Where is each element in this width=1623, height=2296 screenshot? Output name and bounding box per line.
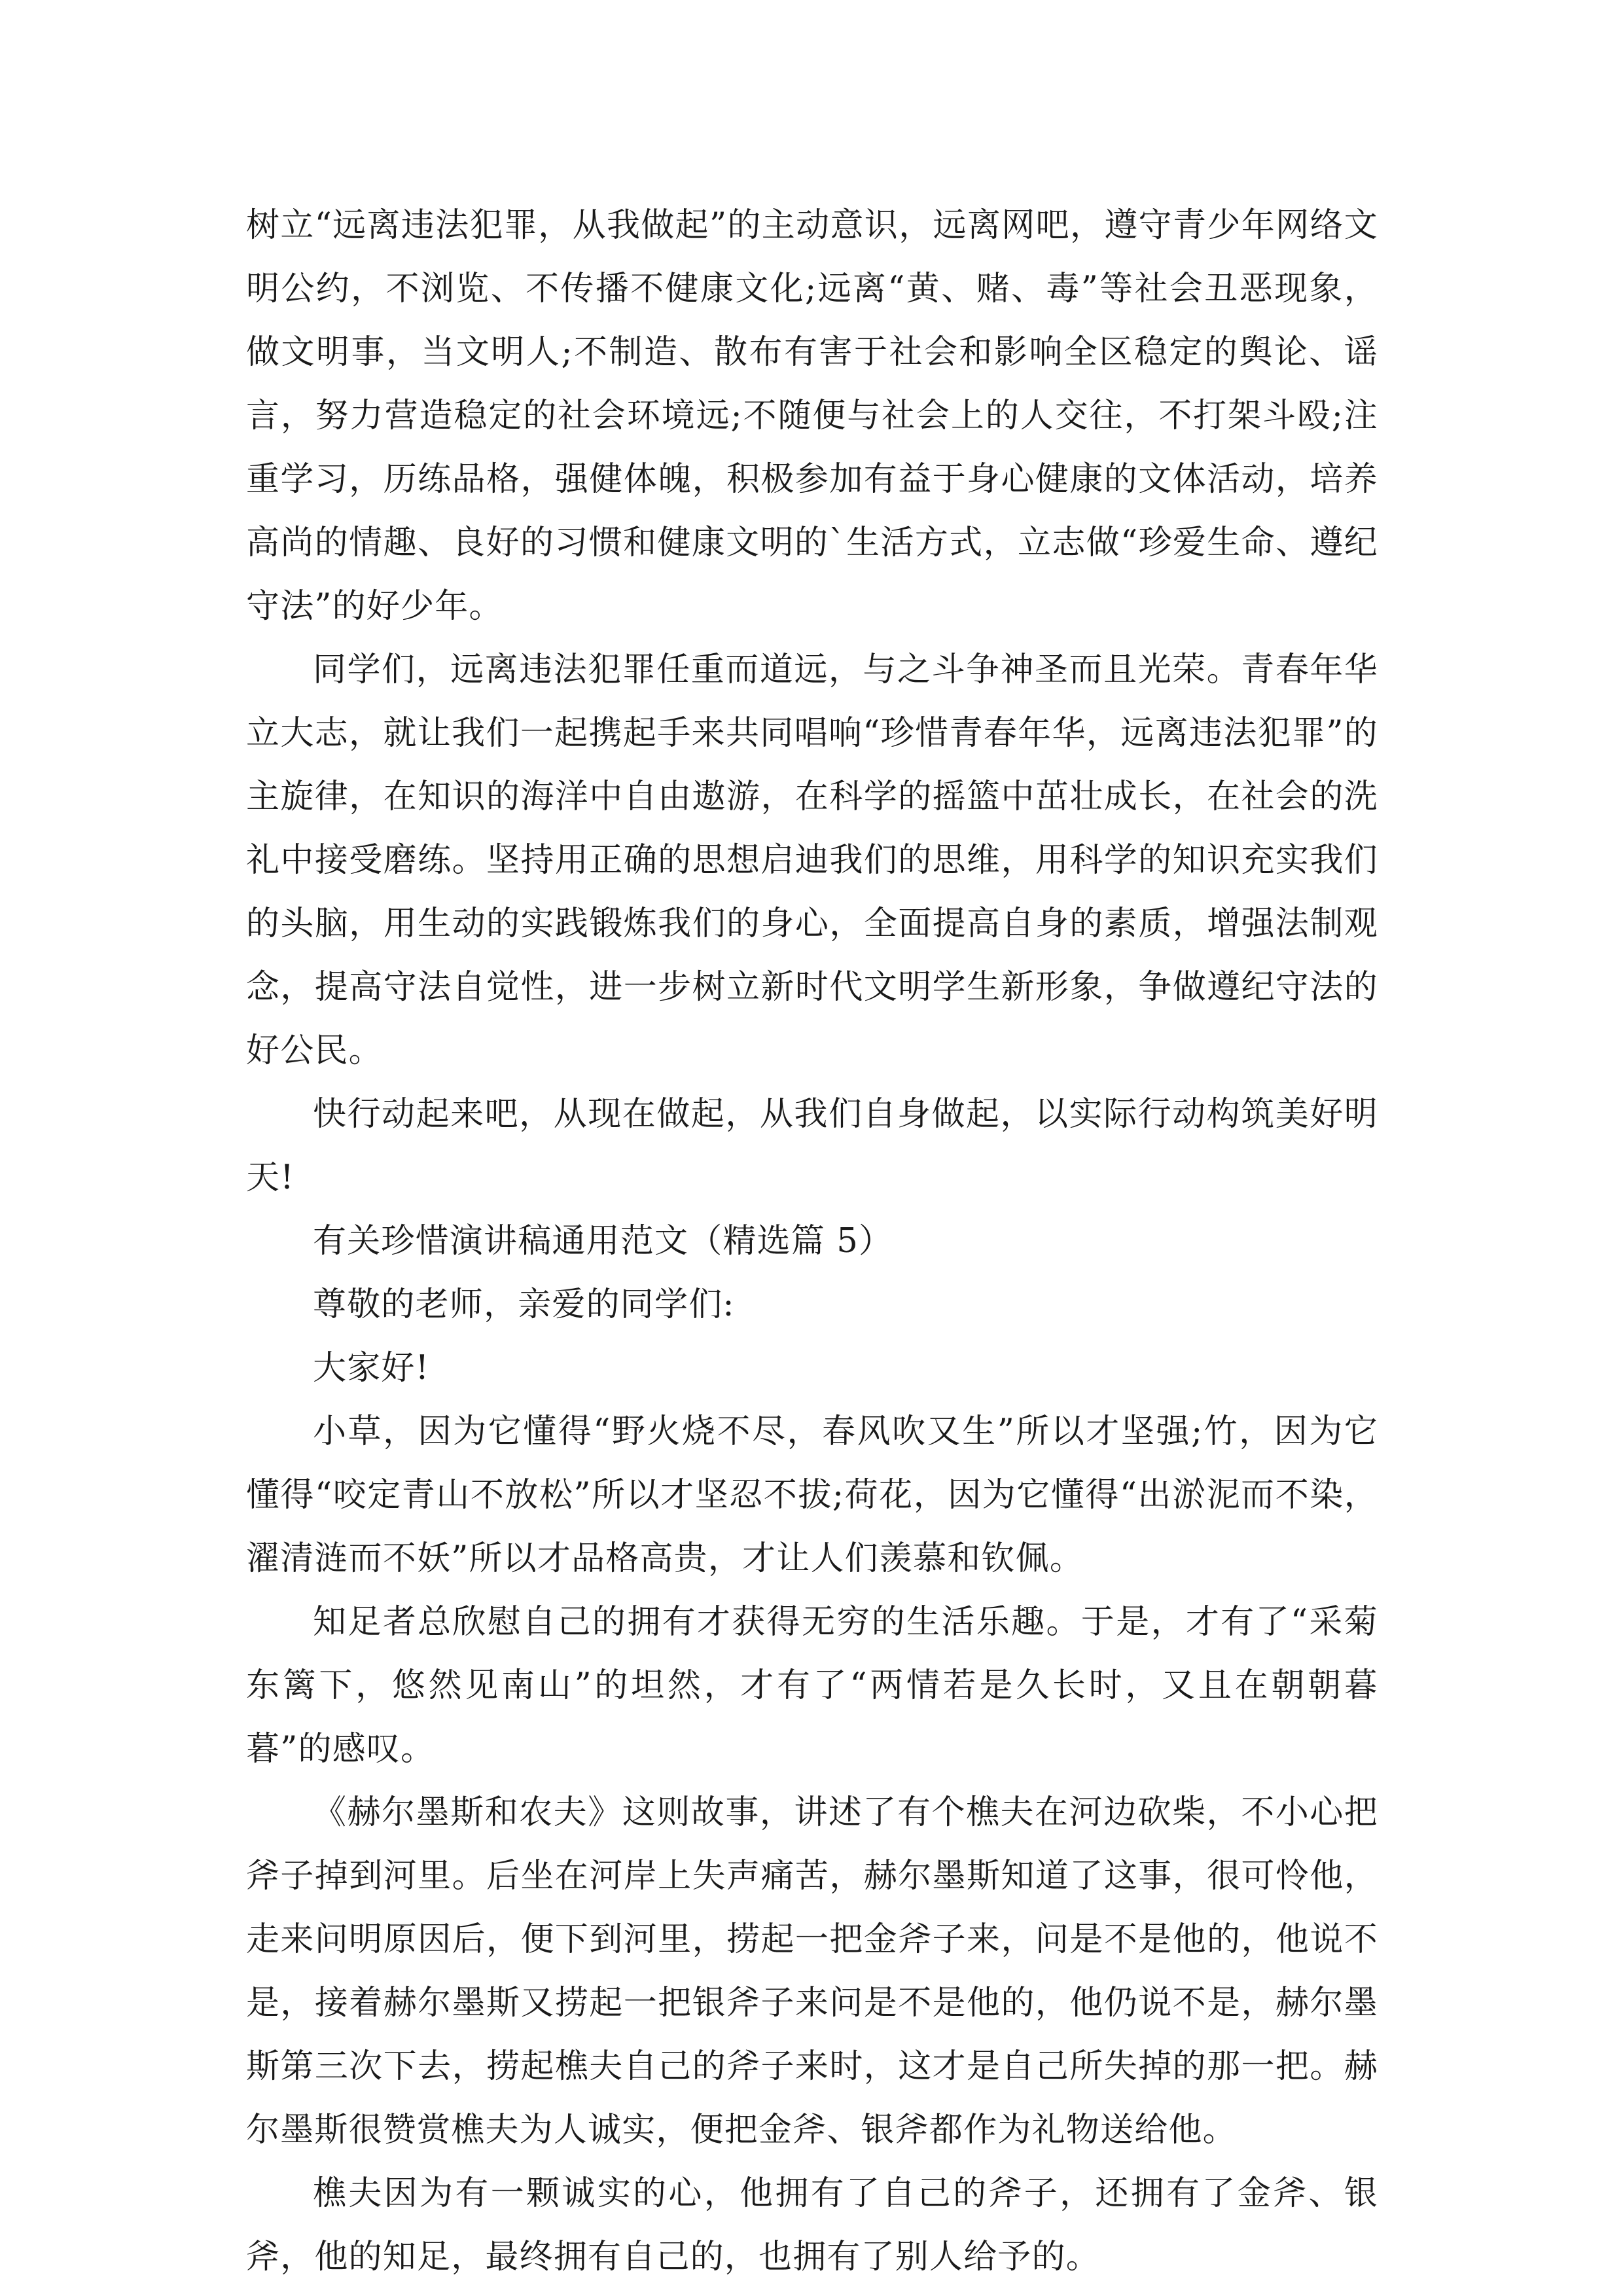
- salutation: 尊敬的老师，亲爱的同学们:: [313, 1285, 735, 1324]
- section-heading: 有关珍惜演讲稿通用范文（精选篇 5）: [313, 1222, 893, 1261]
- greeting: 大家好!: [313, 1349, 430, 1388]
- paragraph-7: 小草，因为它懂得“野火烧不尽，春风吹又生”所以才坚强;竹，因为它懂得“咬定青山不放松”所以才坚忍不拔;荷花，因为它懂得“出淤泥而不染，濯清涟而不妖”所以才品格高贵，才让人们羡慕和钦佩。: [246, 1412, 1378, 1578]
- paragraph-3: 快行动起来吧，从现在做起，从我们自身做起，以实际行动构筑美好明天!: [246, 1095, 1378, 1197]
- paragraph-9: 《赫尔墨斯和农夫》这则故事，讲述了有个樵夫在河边砍柴，不小心把斧子掉到河里。后坐在河岸上失声痛苦，赫尔墨斯知道了这事，很可怜他，走来问明原因后，便下到河里，捞起一把金斧子来，问是不是他的，他说不是，接着赫尔墨斯又捞起一把银斧子来问是不是他的，他仍说不是，赫尔墨斯第三次下去，捞起樵夫自己的斧子来时，这才是自己所失掉的那一把。赫尔墨斯很赞赏樵夫为人诚实，便把金斧、银斧都作为礼物送给他。: [246, 1793, 1378, 2149]
- paragraph-8: 知足者总欣慰自己的拥有才获得无穷的生活乐趣。于是，才有了“采菊东篱下，悠然见南山”的坦然，才有了“两情若是久长时，又且在朝朝暮暮”的感叹。: [246, 1603, 1378, 1768]
- body-text: [246, 194, 1378, 2289]
- paragraph-1: 树立“远离违法犯罪，从我做起”的主动意识，远离网吧，遵守青少年网络文明公约，不浏览、不传播不健康文化;远离“黄、赌、毒”等社会丑恶现象，做文明事，当文明人;不制造、散布有害于社会和影响全区稳定的舆论、谣言，努力营造稳定的社会环境远;不随便与社会上的人交往，不打架斗殴;注重学习，历练品格，强健体魄，积极参加有益于身心健康的文体活动，培养高尚的情趣、良好的习惯和健康文明的`生活方式，立志做“珍爱生命、遵纪守法”的好少年。: [246, 206, 1378, 626]
- paragraph-10: 樵夫因为有一颗诚实的心，他拥有了自己的斧子，还拥有了金斧、银斧，他的知足，最终拥有自己的，也拥有了别人给予的。: [246, 2174, 1378, 2276]
- paragraph-2: 同学们，远离违法犯罪任重而道远，与之斗争神圣而且光荣。青春年华立大志，就让我们一起携起手来共同唱响“珍惜青春年华，远离违法犯罪”的主旋律，在知识的海洋中自由遨游，在科学的摇篮中茁壮成长，在社会的洗礼中接受磨练。坚持用正确的思想启迪我们的思维，用科学的知识充实我们的头脑，用生动的实践锻炼我们的身心，全面提高自身的素质，增强法制观念，提高守法自觉性，进一步树立新时代文明学生新形象，争做遵纪守法的好公民。: [246, 651, 1378, 1070]
